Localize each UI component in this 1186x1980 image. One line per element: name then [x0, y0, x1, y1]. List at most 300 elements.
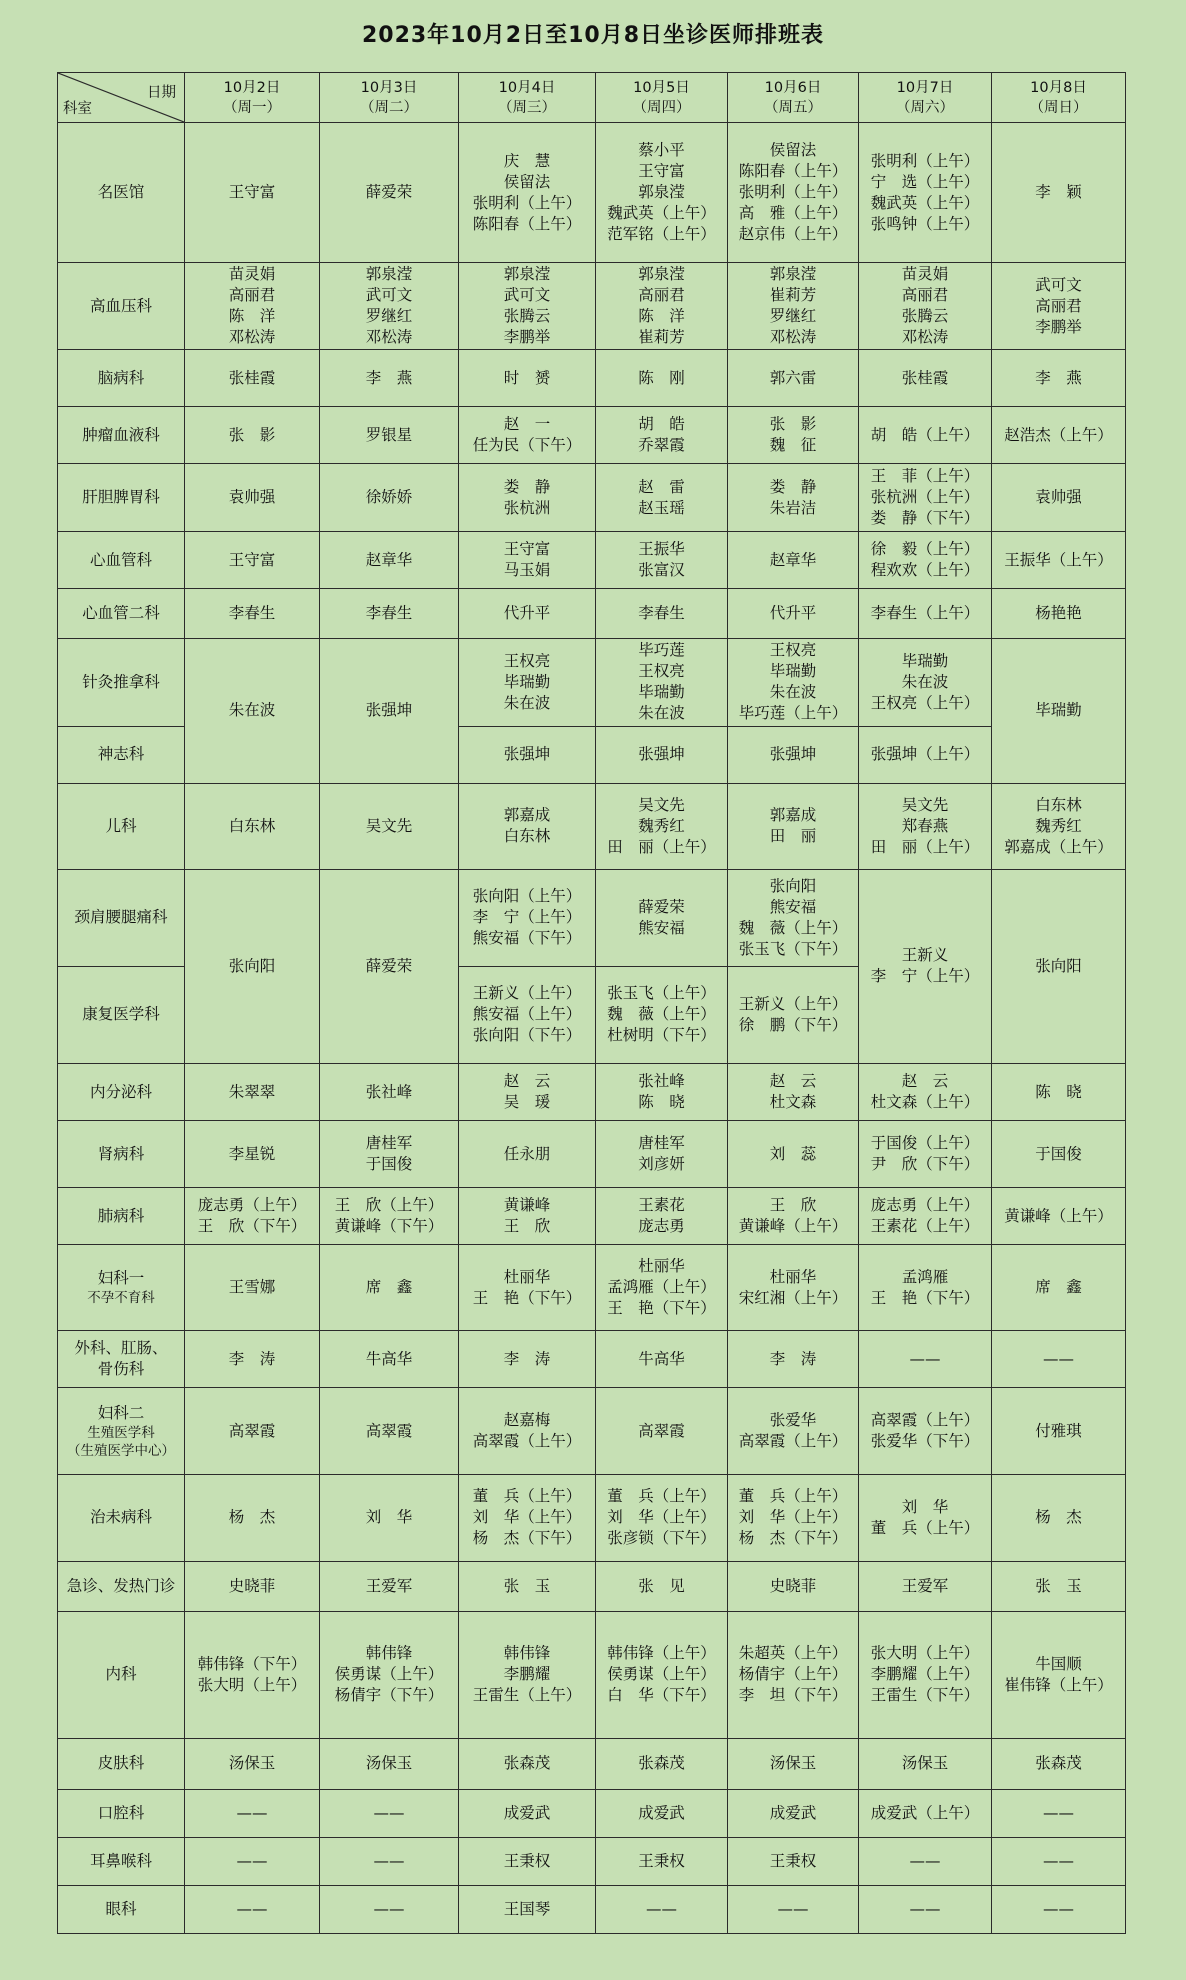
department-name: 外科、肛肠、 — [74, 1339, 168, 1358]
day-date: 10月6日 — [764, 79, 822, 96]
doctor-entry: 李春生 — [365, 604, 413, 622]
doctor-entry: 胡 皓 — [638, 415, 685, 434]
doctor-entry: 高丽君 — [638, 286, 685, 305]
schedule-cell — [596, 1388, 728, 1475]
schedule-cell — [992, 1188, 1126, 1245]
schedule-cell — [185, 1331, 320, 1388]
schedule-cell — [728, 350, 859, 407]
cell-lines — [459, 1071, 595, 1113]
schedule-cell — [728, 1188, 859, 1245]
schedule-cell — [859, 1063, 992, 1120]
doctor-entry: 杨艳艳 — [1035, 604, 1082, 622]
department-name: 眼科 — [105, 1899, 137, 1918]
doctor-entry: 邓松涛 — [901, 328, 949, 347]
doctor-entry: 赵 云 — [503, 1072, 551, 1090]
schedule-cell — [596, 783, 728, 869]
cell-lines — [320, 1195, 458, 1237]
department-cell — [58, 589, 185, 638]
cell-lines — [320, 1349, 458, 1370]
cell-lines — [992, 275, 1125, 338]
doctor-entry: 李 颖 — [1035, 183, 1082, 202]
day-week: （周三） — [498, 99, 556, 116]
doctor-entry: 庆 慧 — [503, 151, 551, 170]
schedule-cell — [185, 1611, 320, 1738]
doctor-entry: —— — [373, 1851, 405, 1870]
doctor-entry: 王 欣（下午） — [197, 1217, 307, 1236]
department-subname: 不孕不育科 — [87, 1290, 155, 1307]
department-name: 儿科 — [105, 816, 137, 835]
doctor-entry: 李 涛 — [769, 1349, 817, 1368]
schedule-cell — [728, 407, 859, 464]
cell-lines — [728, 1576, 858, 1597]
doctor-entry: 张 影 — [769, 415, 817, 434]
doctor-entry: 魏 征 — [769, 436, 817, 455]
cell-lines — [728, 1643, 858, 1706]
schedule-cell — [992, 638, 1126, 783]
cell-lines — [320, 1803, 458, 1824]
doctor-entry: 席 鑫 — [365, 1278, 413, 1297]
doctor-entry: 邓松涛 — [769, 328, 817, 347]
schedule-cell — [728, 1121, 859, 1188]
doctor-entry: 苗灵娟 — [901, 265, 949, 284]
doctor-entry: 刘彦妍 — [638, 1155, 685, 1174]
cell-lines — [992, 1421, 1125, 1442]
doctor-entry: 张腾云 — [503, 307, 551, 326]
cell-lines — [728, 994, 858, 1036]
cell-lines — [859, 603, 991, 624]
department-cell — [58, 1475, 185, 1561]
schedule-cell — [320, 123, 459, 263]
doctor-entry: 刘 蕊 — [769, 1144, 817, 1163]
schedule-cell — [459, 1331, 596, 1388]
doctor-entry: 唐桂军 — [638, 1134, 685, 1153]
cell-lines — [728, 368, 858, 389]
doctor-entry: 杨 杰（下午） — [738, 1529, 848, 1548]
doctor-entry: 陈 晓 — [1035, 1082, 1082, 1101]
cell-lines — [728, 477, 858, 519]
cell-lines — [992, 1206, 1125, 1227]
doctor-entry: 任为民（下午） — [472, 436, 582, 455]
cell-lines — [728, 744, 858, 765]
department-name: 心血管科 — [89, 550, 152, 569]
schedule-cell — [320, 1789, 459, 1837]
cell-lines — [596, 1133, 727, 1175]
doctor-entry: 王秉权 — [638, 1851, 685, 1870]
cell-lines — [185, 1421, 319, 1442]
cell-lines — [459, 1195, 595, 1237]
cell-lines — [185, 368, 319, 389]
cell-lines — [728, 264, 858, 348]
cell-lines — [859, 539, 991, 581]
cell-lines — [320, 1421, 458, 1442]
schedule-cell — [459, 532, 596, 589]
cell-lines — [185, 1803, 319, 1824]
cell-lines — [185, 1144, 319, 1165]
doctor-entry: 杨 杰（下午） — [472, 1529, 582, 1548]
department-cell — [58, 726, 185, 783]
schedule-cell — [728, 464, 859, 532]
cell-lines — [992, 182, 1125, 203]
cell-lines — [459, 368, 595, 389]
department-cell — [58, 1837, 185, 1885]
doctor-entry: 王国琴 — [503, 1899, 551, 1918]
doctor-entry: 薛爱荣 — [365, 956, 413, 975]
cell-lines — [320, 1851, 458, 1872]
doctor-entry: 于国俊 — [365, 1155, 413, 1174]
cell-lines — [992, 487, 1125, 508]
doctor-entry: 张强坤 — [503, 745, 551, 764]
schedule-cell — [859, 350, 992, 407]
schedule-cell — [320, 1837, 459, 1885]
doctor-entry: 高 雅（上午） — [738, 204, 848, 223]
schedule-cell — [320, 638, 459, 783]
cell-lines — [859, 1643, 991, 1706]
doctor-entry: 李春生 — [228, 604, 276, 622]
day-date: 10月7日 — [896, 79, 954, 96]
department-name: 皮肤科 — [97, 1754, 145, 1773]
doctor-entry: 李鹏耀 — [503, 1665, 551, 1684]
doctor-entry: 杜丽华 — [769, 1267, 817, 1286]
schedule-cell — [459, 350, 596, 407]
schedule-cell — [320, 350, 459, 407]
doctor-entry: 杨倩宇（下午） — [334, 1686, 444, 1705]
doctor-entry: 张大明（上午） — [870, 1644, 980, 1663]
doctor-entry: 赵浩杰（上午） — [1004, 425, 1113, 444]
schedule-cell — [185, 1561, 320, 1611]
doctor-entry: 罗继红 — [769, 307, 817, 326]
doctor-entry: 成爱武 — [769, 1803, 817, 1822]
department-name: 急诊、发热门诊 — [66, 1576, 176, 1595]
cell-lines — [728, 1195, 858, 1237]
department-cell — [58, 407, 185, 464]
cell-lines — [459, 983, 595, 1046]
schedule-cell — [185, 263, 320, 350]
schedule-cell — [859, 869, 992, 1063]
doctor-entry: 张向阳 — [769, 876, 817, 895]
cell-lines — [459, 1486, 595, 1549]
doctor-entry: 朱翠翠 — [228, 1082, 276, 1101]
schedule-cell — [320, 783, 459, 869]
doctor-entry: 郭泉滢 — [365, 265, 413, 284]
doctor-entry: 吴文先 — [638, 795, 685, 814]
cell-lines — [859, 1576, 991, 1597]
schedule-cell — [185, 1245, 320, 1331]
table-row — [58, 350, 1126, 407]
schedule-cell — [859, 1738, 992, 1789]
doctor-entry: 王振华 — [638, 540, 685, 559]
doctor-entry: 娄 静（下午） — [870, 509, 980, 528]
schedule-cell — [992, 783, 1126, 869]
doctor-entry: 魏 薇（上午） — [738, 918, 848, 937]
doctor-entry: 韩伟锋（上午） — [607, 1644, 716, 1663]
cell-lines — [185, 700, 319, 721]
department-name: 心血管二科 — [82, 604, 160, 622]
cell-lines — [992, 1277, 1125, 1298]
doctor-entry: 汤保玉 — [901, 1754, 949, 1773]
doctor-entry: 徐 鹏（下午） — [738, 1015, 848, 1034]
doctor-entry: 武可文 — [503, 286, 551, 305]
schedule-cell — [596, 350, 728, 407]
doctor-entry: 罗银星 — [365, 425, 413, 444]
schedule-cell — [596, 1611, 728, 1738]
doctor-entry: 高翠霞（上午） — [472, 1432, 582, 1451]
doctor-entry: —— — [373, 1803, 405, 1822]
cell-lines — [596, 1576, 727, 1597]
schedule-cell — [728, 589, 859, 638]
doctor-entry: 李鹏举 — [1035, 317, 1082, 336]
doctor-entry: —— — [1043, 1851, 1074, 1870]
cell-lines — [459, 886, 595, 949]
doctor-entry: 武可文 — [365, 286, 413, 305]
schedule-cell — [728, 1245, 859, 1331]
table-row — [58, 263, 1126, 350]
doctor-entry: 蔡小平 — [638, 141, 685, 160]
doctor-entry: 朱在波 — [638, 704, 685, 723]
schedule-cell — [596, 726, 728, 783]
doctor-entry: —— — [1043, 1899, 1074, 1918]
doctor-entry: 张强坤 — [365, 701, 413, 720]
table-row — [58, 589, 1126, 638]
schedule-cell — [596, 464, 728, 532]
cell-lines — [185, 956, 319, 977]
doctor-entry: 张森茂 — [1035, 1754, 1082, 1773]
department-cell — [58, 464, 185, 532]
header-row — [58, 73, 1126, 123]
schedule-cell — [859, 1188, 992, 1245]
cell-lines — [596, 1195, 727, 1237]
cell-lines — [320, 1133, 458, 1175]
doctor-entry: 张森茂 — [638, 1754, 685, 1773]
cell-lines — [185, 264, 319, 348]
schedule-cell — [185, 532, 320, 589]
schedule-cell — [185, 407, 320, 464]
department-name: 肾病科 — [97, 1144, 145, 1163]
department-name: 妇科二 — [97, 1403, 145, 1422]
schedule-cell — [185, 350, 320, 407]
doctor-entry: 毕巧莲 — [638, 641, 685, 660]
doctor-entry: 李鹏耀（上午） — [870, 1665, 980, 1684]
department-cell — [58, 123, 185, 263]
schedule-cell — [320, 1331, 459, 1388]
schedule-cell — [859, 1885, 992, 1933]
schedule-cell — [859, 1611, 992, 1738]
day-week: （周四） — [632, 99, 691, 116]
department-cell — [58, 263, 185, 350]
doctor-entry: 毕瑞勤 — [503, 672, 551, 691]
cell-lines — [459, 414, 595, 456]
schedule-cell — [185, 589, 320, 638]
doctor-entry: 田 丽（上午） — [607, 837, 716, 856]
cell-lines — [185, 1899, 319, 1920]
cell-lines — [459, 744, 595, 765]
doctor-entry: —— — [909, 1851, 941, 1870]
schedule-cell — [728, 1789, 859, 1837]
doctor-entry: 刘 华 — [901, 1497, 949, 1516]
doctor-entry: 王守富 — [503, 540, 551, 559]
table-row — [58, 464, 1126, 532]
doctor-entry: 郑春燕 — [901, 816, 949, 835]
doctor-entry: 王守富 — [638, 162, 685, 181]
table-row — [58, 869, 1126, 966]
cell-lines — [459, 603, 595, 624]
doctor-entry: 张 玉 — [1035, 1576, 1082, 1595]
cell-lines — [859, 1071, 991, 1113]
cell-lines — [728, 1071, 858, 1113]
doctor-entry: 董 兵（上午） — [870, 1518, 980, 1537]
doctor-entry: 王振华（上午） — [1004, 550, 1113, 569]
cell-lines — [596, 477, 727, 519]
cell-lines — [596, 983, 727, 1046]
table-row — [58, 638, 1126, 726]
cell-lines — [992, 425, 1125, 446]
table-row — [58, 1388, 1126, 1475]
doctor-entry: 王素花（上午） — [870, 1217, 980, 1236]
schedule-cell — [992, 263, 1126, 350]
schedule-cell — [459, 1561, 596, 1611]
doctor-entry: —— — [236, 1851, 268, 1870]
cell-lines — [459, 1851, 595, 1872]
doctor-entry: 朱超英（上午） — [738, 1644, 848, 1663]
cell-lines — [185, 1277, 319, 1298]
day-week: （周日） — [1029, 99, 1088, 116]
schedule-cell — [859, 726, 992, 783]
doctor-entry: 张玉飞（上午） — [607, 984, 716, 1003]
doctor-entry: 高翠霞 — [365, 1421, 413, 1440]
doctor-entry: 王守富 — [228, 550, 276, 569]
cell-lines — [859, 744, 991, 765]
schedule-cell — [728, 123, 859, 263]
cell-lines — [728, 414, 858, 456]
department-cell — [58, 1388, 185, 1475]
doctor-entry: 史晓菲 — [228, 1576, 276, 1595]
cell-lines — [185, 816, 319, 837]
doctor-entry: 陈 洋 — [228, 307, 276, 326]
department-name: 针灸推拿科 — [82, 672, 160, 691]
cell-lines — [992, 700, 1125, 721]
cell-lines — [859, 1899, 991, 1920]
schedule-cell — [596, 407, 728, 464]
cell-lines — [728, 140, 858, 245]
day-header — [992, 73, 1126, 123]
cell-lines — [185, 1851, 319, 1872]
department-name: 内分泌科 — [89, 1082, 152, 1101]
doctor-entry: 董 兵（上午） — [472, 1487, 582, 1506]
doctor-entry: 刘 华（上午） — [738, 1508, 848, 1527]
cell-lines — [859, 1410, 991, 1452]
doctor-entry: 郭泉滢 — [503, 265, 551, 284]
schedule-table — [57, 72, 1126, 1934]
cell-lines — [320, 700, 458, 721]
doctor-entry: 侯勇谋（上午） — [334, 1665, 444, 1684]
doctor-entry: 牛高华 — [365, 1349, 413, 1368]
schedule-cell — [859, 1475, 992, 1561]
doctor-entry: 牛高华 — [638, 1349, 685, 1368]
doctor-entry: 韩伟锋（下午） — [197, 1654, 307, 1673]
cell-lines — [185, 1195, 319, 1237]
doctor-entry: 王素花 — [638, 1196, 685, 1215]
doctor-entry: 张强坤（上午） — [870, 745, 980, 764]
schedule-cell — [185, 1475, 320, 1561]
cell-lines — [859, 651, 991, 714]
cell-lines — [728, 640, 858, 724]
day-date: 10月3日 — [360, 79, 418, 96]
doctor-entry: 杨 杰 — [1035, 1508, 1082, 1527]
schedule-cell — [459, 1121, 596, 1188]
department-cell — [58, 1331, 185, 1388]
doctor-entry: 苗灵娟 — [228, 265, 276, 284]
department-name: 颈肩腰腿痛科 — [74, 908, 168, 927]
doctor-entry: 李 燕 — [365, 368, 413, 387]
doctor-entry: 李 涛 — [228, 1349, 276, 1368]
doctor-entry: 高翠霞（上午） — [738, 1432, 848, 1451]
schedule-cell — [459, 1885, 596, 1933]
schedule-cell — [320, 532, 459, 589]
doctor-entry: 张桂霞 — [228, 368, 276, 387]
schedule-cell — [859, 1245, 992, 1331]
schedule-cell — [185, 1188, 320, 1245]
schedule-cell — [596, 532, 728, 589]
department-cell — [58, 869, 185, 966]
doctor-entry: 于国俊（上午） — [870, 1134, 980, 1153]
doctor-entry: 赵章华 — [365, 550, 413, 569]
schedule-cell — [859, 263, 992, 350]
doctor-entry: 白东林 — [503, 827, 551, 846]
doctor-entry: 李 坦（下午） — [738, 1686, 848, 1705]
department-name: 妇科一 — [97, 1269, 145, 1288]
schedule-cell — [859, 1121, 992, 1188]
schedule-cell — [320, 1475, 459, 1561]
table-row — [58, 1063, 1126, 1120]
table-row — [58, 1885, 1126, 1933]
cell-lines — [596, 1421, 727, 1442]
doctor-entry: —— — [909, 1349, 941, 1368]
doctor-entry: 范军铭（上午） — [607, 225, 716, 244]
doctor-entry: 李春生（上午） — [870, 604, 980, 622]
doctor-entry: 熊安福（下午） — [472, 929, 582, 948]
doctor-entry: 汤保玉 — [365, 1754, 413, 1773]
day-week: （周五） — [764, 99, 822, 116]
cell-lines — [992, 1654, 1125, 1696]
cell-lines — [596, 1851, 727, 1872]
doctor-entry: 席 鑫 — [1035, 1278, 1082, 1297]
doctor-entry: 李 宁（上午） — [472, 908, 582, 927]
cell-lines — [320, 1576, 458, 1597]
cell-lines — [728, 1486, 858, 1549]
doctor-entry: 李 涛 — [503, 1349, 551, 1368]
cell-lines — [992, 1753, 1125, 1774]
schedule-cell — [459, 123, 596, 263]
doctor-entry: 赵 云 — [901, 1072, 949, 1090]
doctor-entry: 张桂霞 — [901, 368, 949, 387]
doctor-entry: 张爱华 — [769, 1411, 817, 1430]
day-header — [859, 73, 992, 123]
doctor-entry: 郭泉滢 — [638, 183, 685, 202]
doctor-entry: 王 艳（下午） — [607, 1299, 716, 1318]
department-cell — [58, 966, 185, 1063]
schedule-cell — [596, 869, 728, 966]
department-cell — [58, 638, 185, 726]
doctor-entry: 张 见 — [638, 1576, 685, 1595]
doctor-entry: 魏 薇（上午） — [607, 1005, 716, 1024]
schedule-cell — [992, 1789, 1126, 1837]
cell-lines — [596, 744, 727, 765]
cell-lines — [459, 651, 595, 714]
doctor-entry: 娄 静 — [769, 477, 817, 496]
doctor-entry: 张 影 — [228, 425, 276, 444]
table-row — [58, 123, 1126, 263]
table-row — [58, 1245, 1126, 1331]
schedule-cell — [459, 1063, 596, 1120]
